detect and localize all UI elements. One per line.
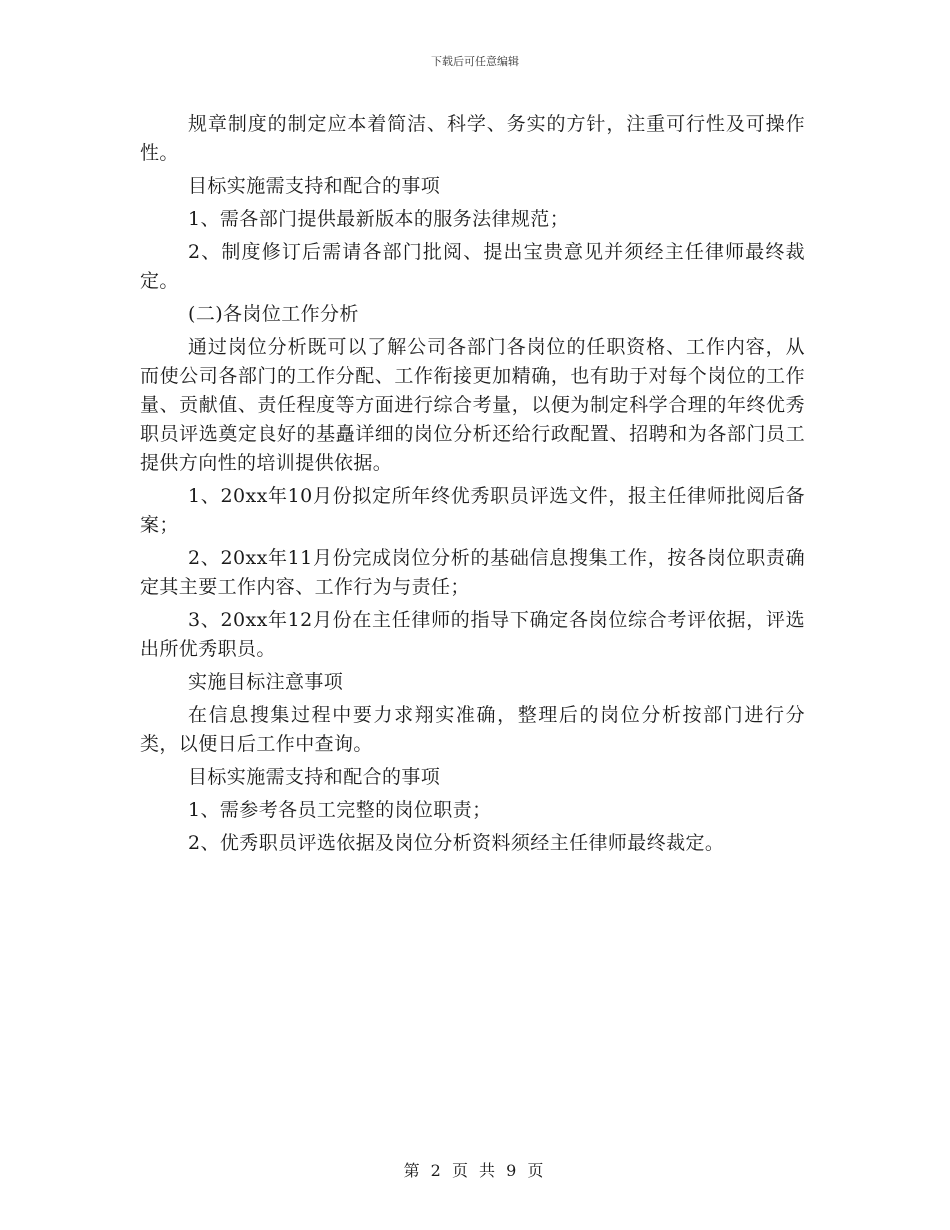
- paragraph-notes-content: 在信息搜集过程中要力求翔实准确，整理后的岗位分析按部门进行分类，以便日后工作中查询。: [140, 704, 805, 755]
- paragraph-job-analysis-intro: 通过岗位分析既可以了解公司各部门各岗位的任职资格、工作内容，从而使公司各部门的工作分配、工作衔接更加精确，也有助于对每个岗位的工作量、贡献值、责任程度等方面进行综合考量，以便为制定科学合理的年终优秀职员评选奠定良好的基矗详细的岗位分析还给行政配置、招聘和为各部门员工提供方向性的培训提供依据。: [140, 336, 805, 474]
- document-body: [140, 110, 805, 862]
- paragraph-support-item-4: 2、优秀职员评选依据及岗位分析资料须经主任律师最终裁定。: [188, 832, 725, 854]
- paragraph-schedule-december: 3、20xx年12月份在主任律师的指导下确定各岗位综合考评依据，评选出所优秀职员。: [140, 609, 805, 660]
- paragraph-schedule-november: 2、20xx年11月份完成岗位分析的基础信息搜集工作，按各岗位职责确定其主要工作内容、工作行为与责任；: [140, 547, 805, 598]
- page-number-footer: 第 2 页 共 9 页: [403, 1161, 547, 1180]
- paragraph-support-item-1: 1、需各部门提供最新版本的服务法律规范；: [188, 208, 570, 230]
- paragraph-schedule-october: 1、20xx年10月份拟定所年终优秀职员评选文件，报主任律师批阅后备案；: [140, 485, 805, 536]
- paragraph-support-heading-1: 目标实施需支持和配合的事项: [188, 175, 441, 197]
- paragraph-support-item-2: 2、制度修订后需请各部门批阅、提出宝贵意见并须经主任律师最终裁定。: [140, 241, 805, 292]
- page-header: 下载后可任意编辑: [431, 55, 519, 68]
- section-heading-job-analysis: (二)各岗位工作分析: [188, 303, 359, 325]
- paragraph-support-item-3: 1、需参考各员工完整的岗位职责；: [188, 799, 492, 821]
- paragraph-regulation-principle: 规章制度的制定应本着简洁、科学、务实的方针，注重可行性及可操作性。: [140, 113, 805, 164]
- paragraph-support-heading-2: 目标实施需支持和配合的事项: [188, 766, 441, 788]
- paragraph-notes-heading: 实施目标注意事项: [188, 671, 344, 693]
